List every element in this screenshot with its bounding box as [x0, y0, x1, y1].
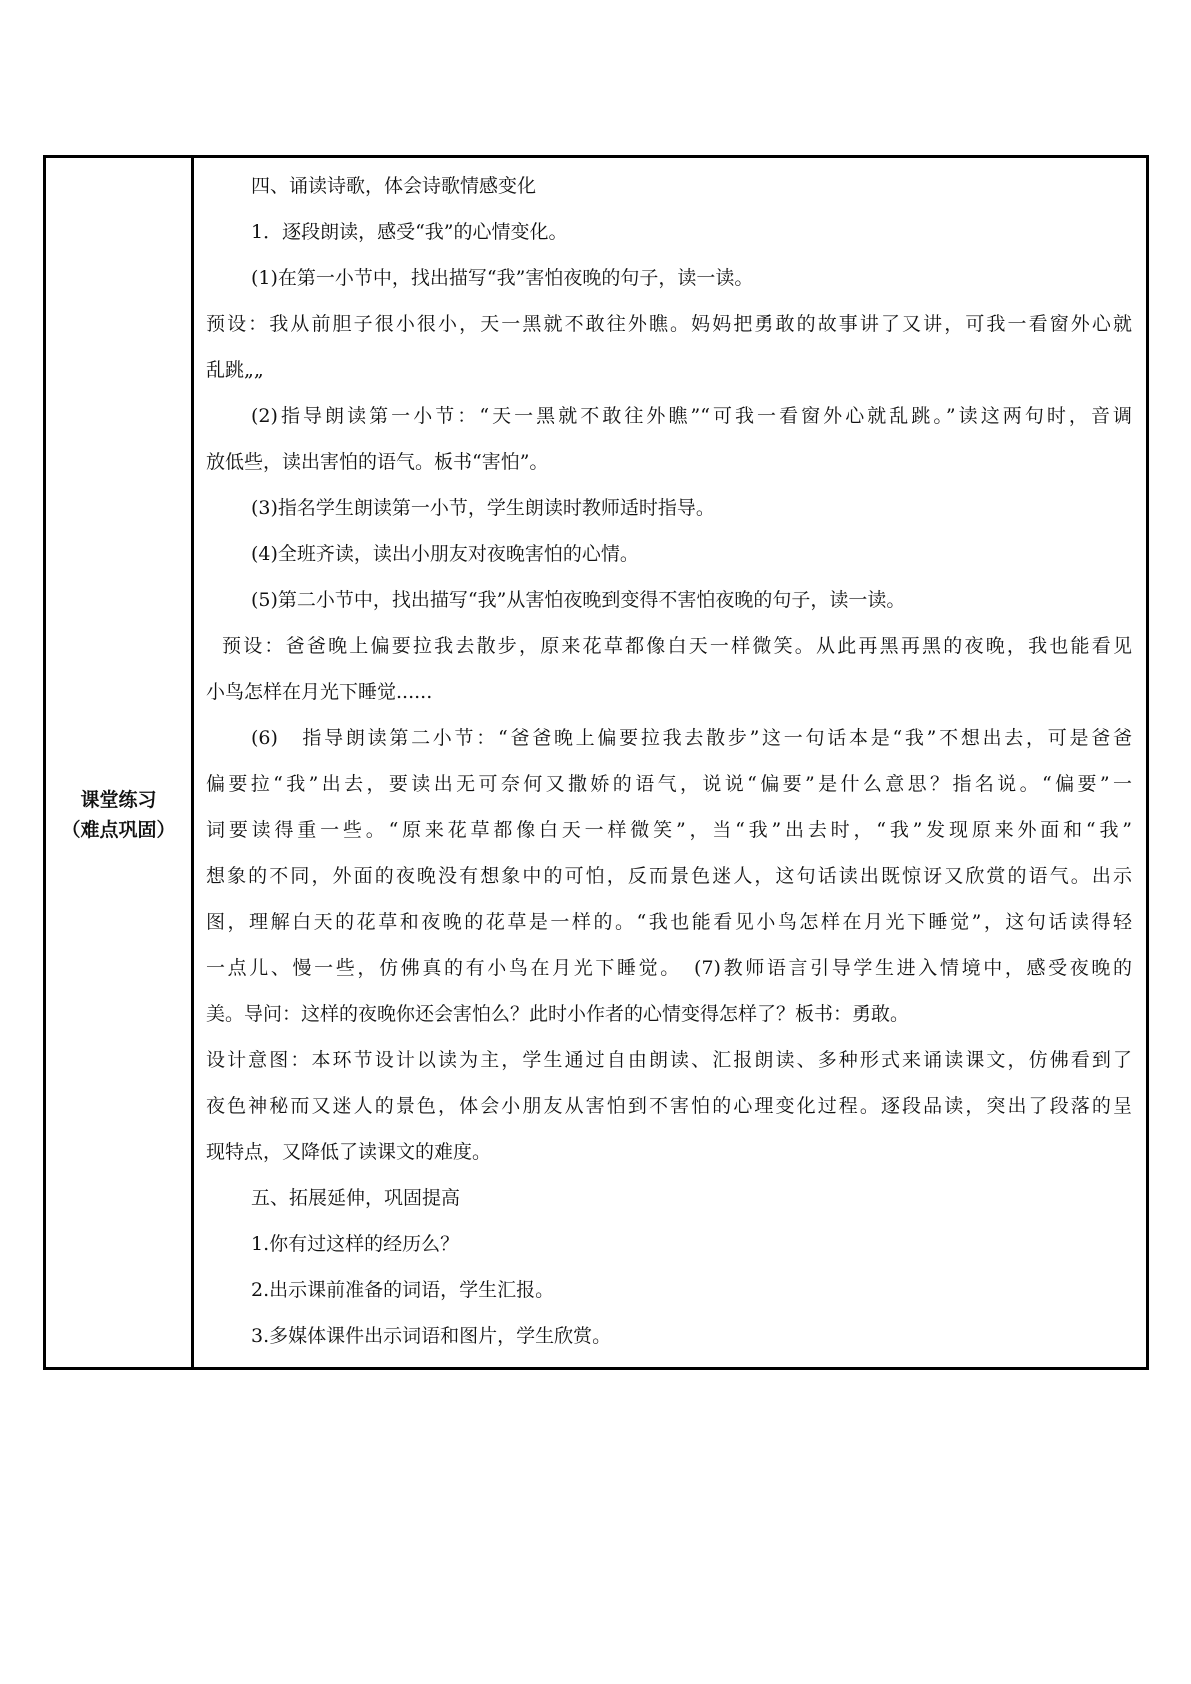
section-label-title: 课堂练习	[80, 789, 157, 811]
design-intent-text: 现特点，又降低了读课文的难度。	[206, 1141, 492, 1163]
extension-item: 2.出示课前准备的词语，学生汇报。	[251, 1279, 555, 1301]
lesson-table	[43, 155, 1149, 1370]
step-item: (6) 指导朗读第二小节：“爸爸晚上偏要拉我去散步”这一句话本是“我”不想出去，可是爸爸	[251, 727, 1132, 749]
step-item: (2)指导朗读第一小节：“天一黑就不敢往外瞧”“可我一看窗外心就乱跳。”读这两句时，音调	[251, 405, 1132, 427]
step-heading: 1．逐段朗读，感受“我”的心情变化。	[251, 221, 568, 243]
preset-text: 小鸟怎样在月光下睡觉......	[206, 681, 433, 703]
paragraph-line: 美。导问：这样的夜晚你还会害怕么？此时小作者的心情变得怎样了？板书：勇敢。	[206, 1003, 910, 1025]
section-label	[46, 785, 191, 845]
lesson-content-cell	[194, 158, 1146, 1367]
preset-text: 乱跳„„	[206, 359, 264, 381]
design-intent-text: 夜色神秘而又迷人的景色，体会小朋友从害怕到不害怕的心理变化过程。逐段品读，突出了段落的呈	[206, 1095, 1132, 1117]
step-item: (4)全班齐读，读出小朋友对夜晚害怕的心情。	[251, 543, 639, 565]
section-label-subtitle: （难点巩固）	[61, 819, 176, 841]
design-intent-text: 设计意图：本环节设计以读为主，学生通过自由朗读、汇报朗读、多种形式来诵读课文，仿佛看到了	[206, 1049, 1132, 1071]
preset-text: 预设：爸爸晚上偏要拉我去散步，原来花草都像白天一样微笑。从此再黑再黑的夜晚，我也能看见	[222, 635, 1132, 657]
paragraph-line: 图，理解白天的花草和夜晚的花草是一样的。“我也能看见小鸟怎样在月光下睡觉”，这句话读得轻	[206, 911, 1132, 933]
step-item: 放低些，读出害怕的语气。板书“害怕”。	[206, 451, 549, 473]
step-item: (1)在第一小节中，找出描写“我”害怕夜晚的句子，读一读。	[251, 267, 754, 289]
section-heading-five: 五、拓展延伸，巩固提高	[251, 1187, 461, 1209]
paragraph-line: 一点儿、慢一些，仿佛真的有小鸟在月光下睡觉。 (7)教师语言引导学生进入情境中，感受夜晚的	[206, 957, 1132, 979]
paragraph-line: 词要读得重一些。“原来花草都像白天一样微笑”，当“我”出去时，“我”发现原来外面和“我”	[206, 819, 1132, 841]
section-label-cell	[46, 158, 194, 1367]
paragraph-line: 想象的不同，外面的夜晚没有想象中的可怕，反而景色迷人，这句话读出既惊讶又欣赏的语气。出示	[206, 865, 1132, 887]
preset-text: 预设：我从前胆子很小很小，天一黑就不敢往外瞧。妈妈把勇敢的故事讲了又讲，可我一看窗外心就	[206, 313, 1132, 335]
section-heading-four: 四、诵读诗歌，体会诗歌情感变化	[251, 175, 537, 197]
extension-item: 3.多媒体课件出示词语和图片，学生欣赏。	[251, 1325, 612, 1347]
step-item: (5)第二小节中，找出描写“我”从害怕夜晚到变得不害怕夜晚的句子，读一读。	[251, 589, 906, 611]
paragraph-line: 偏要拉“我”出去，要读出无可奈何又撒娇的语气，说说“偏要”是什么意思？指名说。“偏要”一	[206, 773, 1132, 795]
extension-item: 1.你有过这样的经历么？	[251, 1233, 460, 1255]
step-item: (3)指名学生朗读第一小节，学生朗读时教师适时指导。	[251, 497, 715, 519]
